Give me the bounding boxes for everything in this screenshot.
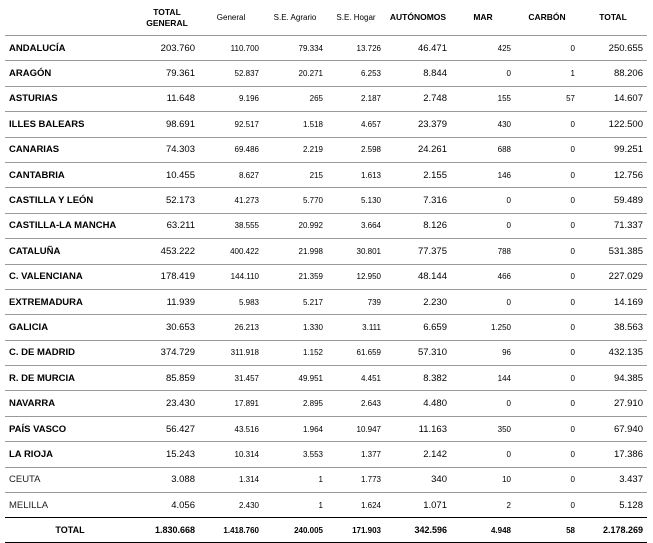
total-cell: 171.903 bbox=[327, 518, 385, 543]
table-cell: 1.773 bbox=[327, 467, 385, 492]
header-autonomos: AUTÓNOMOS bbox=[389, 12, 447, 22]
total-cell: 342.596 bbox=[385, 518, 451, 543]
table-cell: 0 bbox=[515, 493, 579, 518]
table-cell: 96 bbox=[451, 340, 515, 365]
table-cell: 98.691 bbox=[135, 112, 199, 137]
table-cell: 0 bbox=[451, 213, 515, 238]
table-cell: 0 bbox=[451, 61, 515, 86]
table-cell: 0 bbox=[515, 112, 579, 137]
region-name: ASTURIAS bbox=[5, 86, 135, 111]
header-region bbox=[5, 0, 135, 36]
table-cell: 155 bbox=[451, 86, 515, 111]
table-cell: 227.029 bbox=[579, 264, 647, 289]
table-cell: 85.859 bbox=[135, 366, 199, 391]
table-cell: 146 bbox=[451, 162, 515, 187]
table-body bbox=[5, 36, 647, 518]
header-carbon: CARBÓN bbox=[528, 12, 566, 22]
table-row bbox=[5, 213, 647, 238]
table-cell: 788 bbox=[451, 239, 515, 264]
total-cell: 4.948 bbox=[451, 518, 515, 543]
table-cell: 23.379 bbox=[385, 112, 451, 137]
table-row bbox=[5, 493, 647, 518]
table-footer bbox=[5, 518, 647, 543]
table-cell: 432.135 bbox=[579, 340, 647, 365]
table-cell: 122.500 bbox=[579, 112, 647, 137]
table-cell: 0 bbox=[515, 315, 579, 340]
region-name: CASTILLA-LA MANCHA bbox=[5, 213, 135, 238]
table-cell: 144 bbox=[451, 366, 515, 391]
table-cell: 250.655 bbox=[579, 36, 647, 61]
region-name: C. DE MADRID bbox=[5, 340, 135, 365]
table-cell: 2.155 bbox=[385, 162, 451, 187]
table-cell: 24.261 bbox=[385, 137, 451, 162]
table-cell: 11.648 bbox=[135, 86, 199, 111]
table-cell: 12.756 bbox=[579, 162, 647, 187]
total-cell: 2.178.269 bbox=[579, 518, 647, 543]
table-cell: 0 bbox=[515, 442, 579, 467]
table-cell: 4.056 bbox=[135, 493, 199, 518]
table-cell: 2.219 bbox=[263, 137, 327, 162]
table-cell: 56.427 bbox=[135, 416, 199, 441]
table-cell: 144.110 bbox=[199, 264, 263, 289]
table-cell: 57 bbox=[515, 86, 579, 111]
table-cell: 0 bbox=[515, 188, 579, 213]
table-cell: 5.130 bbox=[327, 188, 385, 213]
table-cell: 43.516 bbox=[199, 416, 263, 441]
table-cell: 6.659 bbox=[385, 315, 451, 340]
table-cell: 46.471 bbox=[385, 36, 451, 61]
affiliation-table bbox=[5, 0, 647, 543]
table-row bbox=[5, 289, 647, 314]
table-cell: 77.375 bbox=[385, 239, 451, 264]
total-cell: 1.418.760 bbox=[199, 518, 263, 543]
table-cell: 48.144 bbox=[385, 264, 451, 289]
table-cell: 6.253 bbox=[327, 61, 385, 86]
header-total-general: TOTAL GENERAL bbox=[146, 6, 188, 28]
table-cell: 203.760 bbox=[135, 36, 199, 61]
table-cell: 69.486 bbox=[199, 137, 263, 162]
table-cell: 1.518 bbox=[263, 112, 327, 137]
table-cell: 57.310 bbox=[385, 340, 451, 365]
table-cell: 0 bbox=[515, 391, 579, 416]
table-cell: 1.377 bbox=[327, 442, 385, 467]
table-cell: 10.455 bbox=[135, 162, 199, 187]
table-cell: 38.563 bbox=[579, 315, 647, 340]
table-cell: 400.422 bbox=[199, 239, 263, 264]
table-cell: 13.726 bbox=[327, 36, 385, 61]
table-cell: 8.126 bbox=[385, 213, 451, 238]
header-se-agrario: S.E. Agrario bbox=[273, 13, 317, 22]
region-name: CEUTA bbox=[5, 467, 135, 492]
table-cell: 1 bbox=[263, 467, 327, 492]
region-name: PAÍS VASCO bbox=[5, 416, 135, 441]
table-cell: 4.451 bbox=[327, 366, 385, 391]
table-cell: 11.939 bbox=[135, 289, 199, 314]
table-cell: 5.770 bbox=[263, 188, 327, 213]
table-cell: 0 bbox=[515, 213, 579, 238]
table-cell: 31.457 bbox=[199, 366, 263, 391]
table-cell: 2 bbox=[451, 493, 515, 518]
region-name: CATALUÑA bbox=[5, 239, 135, 264]
total-row bbox=[5, 518, 647, 543]
table-cell: 12.950 bbox=[327, 264, 385, 289]
table-row bbox=[5, 391, 647, 416]
table-cell: 0 bbox=[515, 264, 579, 289]
table-cell: 63.211 bbox=[135, 213, 199, 238]
table-cell: 110.700 bbox=[199, 36, 263, 61]
table-cell: 0 bbox=[451, 442, 515, 467]
table-cell: 92.517 bbox=[199, 112, 263, 137]
table-cell: 2.430 bbox=[199, 493, 263, 518]
header-se-hogar: S.E. Hogar bbox=[336, 13, 376, 22]
table-cell: 67.940 bbox=[579, 416, 647, 441]
table-cell: 430 bbox=[451, 112, 515, 137]
total-cell: 1.830.668 bbox=[135, 518, 199, 543]
table-cell: 5.983 bbox=[199, 289, 263, 314]
table-cell: 215 bbox=[263, 162, 327, 187]
table-cell: 311.918 bbox=[199, 340, 263, 365]
table-cell: 10.314 bbox=[199, 442, 263, 467]
table-cell: 26.213 bbox=[199, 315, 263, 340]
table-cell: 52.173 bbox=[135, 188, 199, 213]
total-label: TOTAL bbox=[5, 518, 135, 543]
table-cell: 1.624 bbox=[327, 493, 385, 518]
affiliation-table-container bbox=[5, 0, 647, 543]
table-cell: 1.330 bbox=[263, 315, 327, 340]
region-name: CASTILLA Y LEÓN bbox=[5, 188, 135, 213]
table-cell: 0 bbox=[515, 289, 579, 314]
table-row bbox=[5, 36, 647, 61]
table-cell: 2.187 bbox=[327, 86, 385, 111]
table-row bbox=[5, 315, 647, 340]
region-name: CANTABRIA bbox=[5, 162, 135, 187]
table-row bbox=[5, 264, 647, 289]
table-cell: 178.419 bbox=[135, 264, 199, 289]
region-name: CANARIAS bbox=[5, 137, 135, 162]
table-cell: 0 bbox=[515, 137, 579, 162]
table-cell: 49.951 bbox=[263, 366, 327, 391]
table-cell: 8.382 bbox=[385, 366, 451, 391]
table-row bbox=[5, 467, 647, 492]
table-cell: 688 bbox=[451, 137, 515, 162]
table-cell: 265 bbox=[263, 86, 327, 111]
region-name: ANDALUCÍA bbox=[5, 36, 135, 61]
table-row bbox=[5, 416, 647, 441]
table-cell: 4.657 bbox=[327, 112, 385, 137]
table-cell: 0 bbox=[515, 467, 579, 492]
table-cell: 3.111 bbox=[327, 315, 385, 340]
table-cell: 0 bbox=[515, 239, 579, 264]
region-name: C. VALENCIANA bbox=[5, 264, 135, 289]
table-cell: 3.553 bbox=[263, 442, 327, 467]
table-cell: 374.729 bbox=[135, 340, 199, 365]
table-cell: 1.613 bbox=[327, 162, 385, 187]
table-cell: 41.273 bbox=[199, 188, 263, 213]
table-cell: 1.071 bbox=[385, 493, 451, 518]
table-row bbox=[5, 61, 647, 86]
region-name: R. DE MURCIA bbox=[5, 366, 135, 391]
table-cell: 27.910 bbox=[579, 391, 647, 416]
region-name: ILLES BALEARS bbox=[5, 112, 135, 137]
table-cell: 23.430 bbox=[135, 391, 199, 416]
header-total: TOTAL bbox=[599, 12, 627, 22]
table-cell: 0 bbox=[515, 340, 579, 365]
region-name: ARAGÓN bbox=[5, 61, 135, 86]
region-name: LA RIOJA bbox=[5, 442, 135, 467]
table-cell: 453.222 bbox=[135, 239, 199, 264]
table-cell: 74.303 bbox=[135, 137, 199, 162]
table-cell: 4.480 bbox=[385, 391, 451, 416]
table-cell: 0 bbox=[451, 289, 515, 314]
table-cell: 38.555 bbox=[199, 213, 263, 238]
table-cell: 3.088 bbox=[135, 467, 199, 492]
table-cell: 0 bbox=[451, 391, 515, 416]
table-header bbox=[5, 0, 647, 36]
region-name: EXTREMADURA bbox=[5, 289, 135, 314]
table-cell: 1.152 bbox=[263, 340, 327, 365]
table-cell: 0 bbox=[515, 36, 579, 61]
table-cell: 2.142 bbox=[385, 442, 451, 467]
table-cell: 466 bbox=[451, 264, 515, 289]
table-cell: 79.334 bbox=[263, 36, 327, 61]
table-row bbox=[5, 188, 647, 213]
table-row bbox=[5, 239, 647, 264]
table-cell: 2.895 bbox=[263, 391, 327, 416]
total-cell: 240.005 bbox=[263, 518, 327, 543]
table-cell: 531.385 bbox=[579, 239, 647, 264]
table-cell: 17.386 bbox=[579, 442, 647, 467]
table-cell: 30.653 bbox=[135, 315, 199, 340]
table-cell: 71.337 bbox=[579, 213, 647, 238]
table-cell: 1.250 bbox=[451, 315, 515, 340]
table-cell: 11.163 bbox=[385, 416, 451, 441]
table-cell: 88.206 bbox=[579, 61, 647, 86]
table-cell: 52.837 bbox=[199, 61, 263, 86]
table-cell: 3.664 bbox=[327, 213, 385, 238]
table-cell: 0 bbox=[515, 366, 579, 391]
table-row bbox=[5, 366, 647, 391]
table-row bbox=[5, 112, 647, 137]
table-cell: 8.627 bbox=[199, 162, 263, 187]
table-cell: 350 bbox=[451, 416, 515, 441]
table-cell: 61.659 bbox=[327, 340, 385, 365]
region-name: NAVARRA bbox=[5, 391, 135, 416]
region-name: GALICIA bbox=[5, 315, 135, 340]
table-cell: 14.607 bbox=[579, 86, 647, 111]
table-cell: 1 bbox=[263, 493, 327, 518]
table-cell: 79.361 bbox=[135, 61, 199, 86]
table-cell: 2.230 bbox=[385, 289, 451, 314]
table-cell: 30.801 bbox=[327, 239, 385, 264]
table-cell: 5.128 bbox=[579, 493, 647, 518]
table-cell: 20.992 bbox=[263, 213, 327, 238]
table-row bbox=[5, 340, 647, 365]
table-cell: 99.251 bbox=[579, 137, 647, 162]
table-cell: 17.891 bbox=[199, 391, 263, 416]
table-cell: 3.437 bbox=[579, 467, 647, 492]
table-cell: 21.359 bbox=[263, 264, 327, 289]
table-cell: 21.998 bbox=[263, 239, 327, 264]
table-cell: 2.748 bbox=[385, 86, 451, 111]
table-cell: 0 bbox=[515, 162, 579, 187]
table-cell: 0 bbox=[515, 416, 579, 441]
table-cell: 2.643 bbox=[327, 391, 385, 416]
header-general: General bbox=[216, 13, 246, 22]
total-cell: 58 bbox=[515, 518, 579, 543]
region-name: MELILLA bbox=[5, 493, 135, 518]
table-cell: 59.489 bbox=[579, 188, 647, 213]
table-cell: 425 bbox=[451, 36, 515, 61]
table-cell: 5.217 bbox=[263, 289, 327, 314]
table-cell: 1.964 bbox=[263, 416, 327, 441]
table-cell: 1 bbox=[515, 61, 579, 86]
table-row bbox=[5, 442, 647, 467]
table-cell: 14.169 bbox=[579, 289, 647, 314]
table-cell: 1.314 bbox=[199, 467, 263, 492]
header-mar: MAR bbox=[473, 12, 493, 22]
table-cell: 15.243 bbox=[135, 442, 199, 467]
table-row bbox=[5, 162, 647, 187]
table-cell: 9.196 bbox=[199, 86, 263, 111]
table-cell: 340 bbox=[385, 467, 451, 492]
table-cell: 10.947 bbox=[327, 416, 385, 441]
table-cell: 94.385 bbox=[579, 366, 647, 391]
table-cell: 8.844 bbox=[385, 61, 451, 86]
table-cell: 7.316 bbox=[385, 188, 451, 213]
table-cell: 0 bbox=[451, 188, 515, 213]
table-cell: 10 bbox=[451, 467, 515, 492]
table-row bbox=[5, 137, 647, 162]
table-cell: 20.271 bbox=[263, 61, 327, 86]
table-cell: 739 bbox=[327, 289, 385, 314]
table-cell: 2.598 bbox=[327, 137, 385, 162]
table-row bbox=[5, 86, 647, 111]
